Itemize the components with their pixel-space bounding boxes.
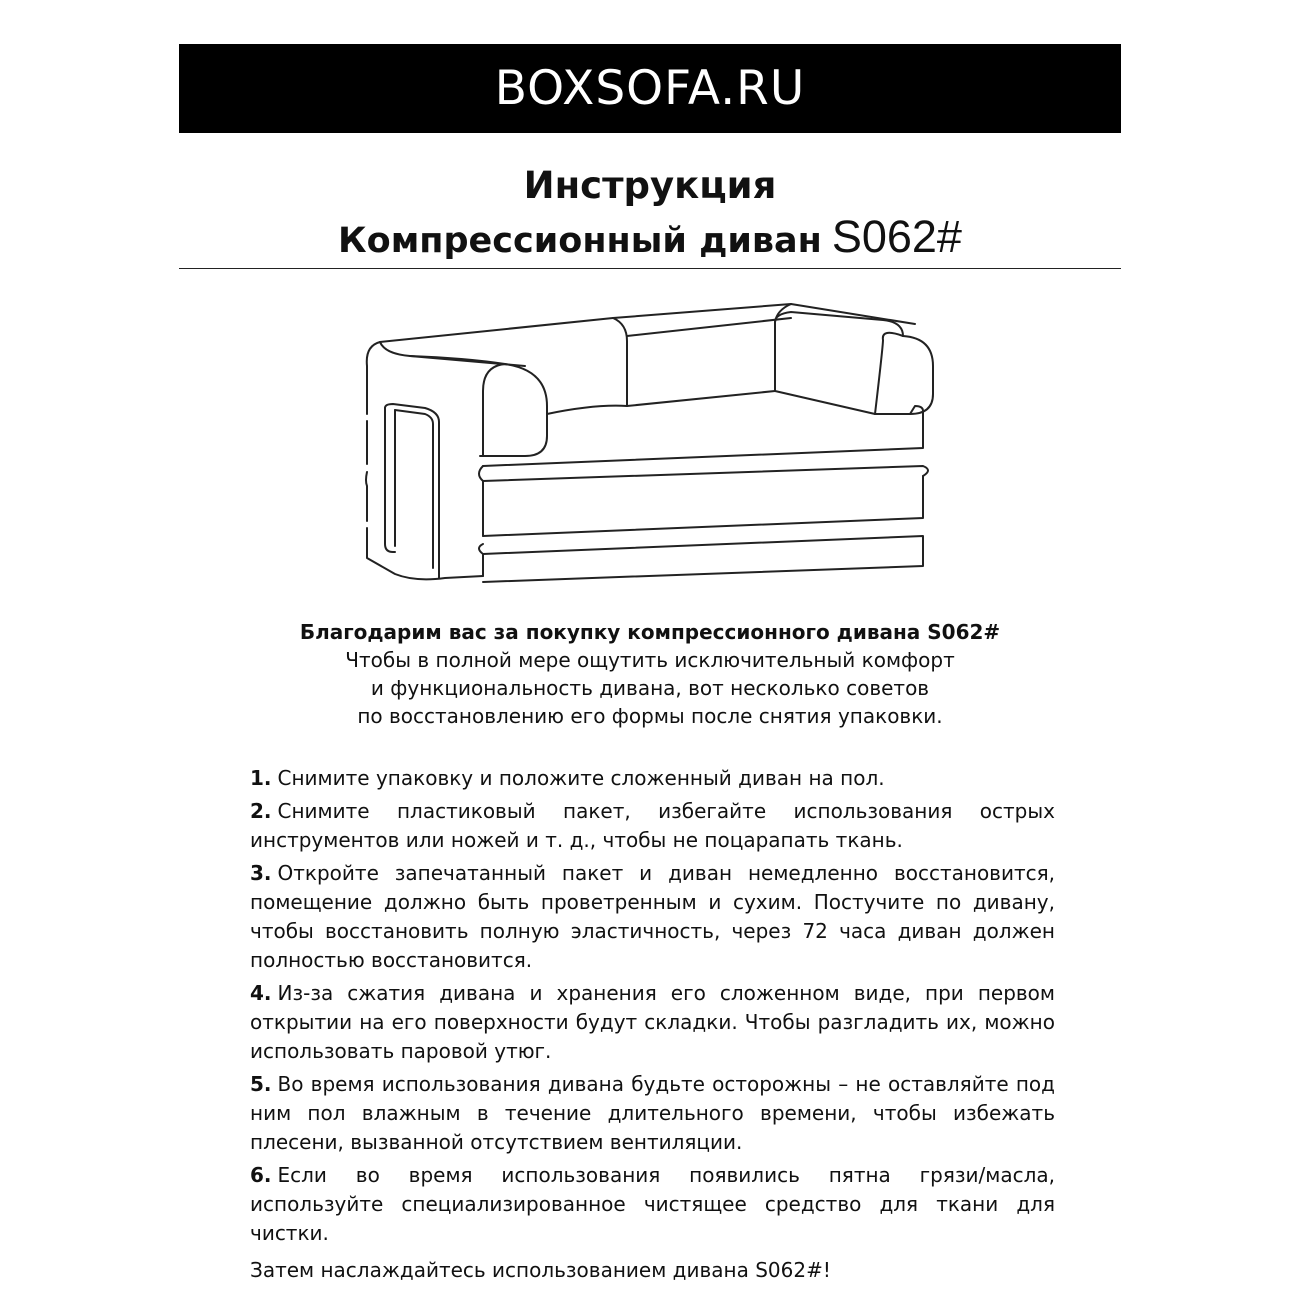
step-text: Из-за сжатия дивана и хранения его сложенном виде, при первом открытии на его поверхности будут складки. Чтобы разгладить их, можно использовать паровой утюг.	[250, 981, 1055, 1063]
document-title	[179, 162, 1121, 273]
step-item	[250, 1070, 1055, 1157]
intro-line: и функциональность дивана, вот несколько советов	[370, 676, 930, 700]
sofa-illustration	[355, 296, 945, 596]
step-text: Снимите упаковку и положите сложенный диван на пол.	[277, 766, 885, 790]
intro-heading: Благодарим вас за покупку компрессионного дивана S062#	[299, 620, 1001, 644]
intro-line: Чтобы в полной мере ощутить исключительный комфорт	[345, 648, 955, 672]
step-item	[250, 979, 1055, 1066]
title-product: Компрессионный диван	[338, 221, 822, 261]
step-item	[250, 859, 1055, 975]
title-instruction: Инструкция	[523, 164, 777, 207]
closing-text: Затем наслаждайтесь использованием дивана S062#!	[250, 1258, 831, 1282]
step-number: 2.	[250, 799, 272, 823]
intro	[240, 618, 1060, 730]
step-number: 4.	[250, 981, 272, 1005]
step-text: Если во время использования появились пятна грязи/масла, используйте специализированное чистящее средство для ткани для чистки.	[250, 1163, 1055, 1245]
brand-name: BOXSOFA.RU	[494, 61, 806, 116]
step-number: 3.	[250, 861, 272, 885]
step-text: Откройте запечатанный пакет и диван немедленно восстановится, помещение должно быть проветренным и сухим. Постучите по дивану, чтобы восстановить полную эластичность, через 72 часа диван должен полностью восстановится.	[250, 861, 1055, 972]
step-number: 6.	[250, 1163, 272, 1187]
step-item	[250, 764, 1055, 793]
step-text: Во время использования дивана будьте осторожны – не оставляйте под ним пол влажным в течение длительного времени, чтобы избежать плесени, вызванной отсутствием вентиляции.	[250, 1072, 1055, 1154]
title-model: S062#	[831, 211, 962, 262]
step-number: 1.	[250, 766, 272, 790]
brand-banner	[179, 44, 1121, 133]
title-product-line	[179, 212, 1121, 273]
step-item	[250, 1161, 1055, 1248]
intro-line: по восстановлению его формы после снятия упаковки.	[357, 704, 943, 728]
step-text: Снимите пластиковый пакет, избегайте использования острых инструментов или ножей и т. д., чтобы не поцарапать ткань.	[250, 799, 1055, 852]
step-item	[250, 797, 1055, 855]
step-number: 5.	[250, 1072, 272, 1096]
title-divider	[179, 268, 1121, 269]
instruction-steps	[250, 764, 1055, 1289]
